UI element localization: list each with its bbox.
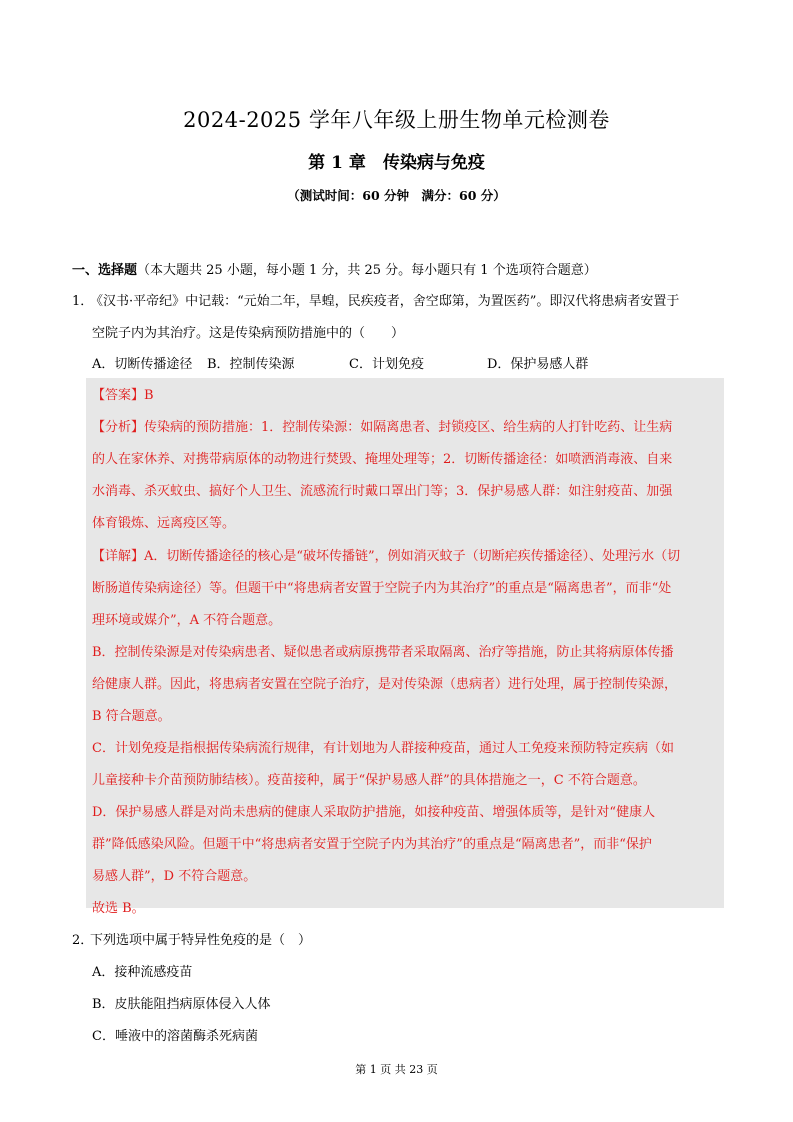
question-1-option-c: C．计划免疫 [349,357,424,372]
section-heading [72,259,597,278]
question-2-stem: 下列选项中属于特异性免疫的是（ ） [90,933,312,948]
answer-line: 体育锻炼、远离疫区等。 [92,516,236,531]
answer-line: 故选 B。 [92,901,145,916]
question-2-number: 2． [72,933,94,948]
answer-line: 易感人群”，D 不符合题意。 [92,869,257,884]
question-1-option-b: B．控制传染源 [207,357,295,372]
question-1-number: 1． [72,294,94,309]
question-1-option-a: A．切断传播途径 [92,357,193,372]
test-meta: （测试时间：60 分钟 满分：60 分） [287,188,506,203]
answer-line: 儿童接种卡介苗预防肺结核）。疫苗接种，属于“保护易感人群”的具体措施之一，C 不符合题意。 [92,773,646,788]
section-heading-label: 一、选择题 [72,263,138,278]
answer-line: 【分析】传染病的预防措施：1．控制传染源：如隔离患者、封锁疫区、给生病的人打针吃药、让生病 [92,420,673,435]
answer-line: 给健康人群。因此，将患病者安置在空院子治疗，是对传染源（患病者）进行处理，属于控制传染源， [92,677,678,692]
answer-line: 【答案】B [92,388,154,403]
document-title: 2024-2025 学年八年级上册生物单元检测卷 [183,108,610,132]
question-2-option-b: B．皮肤能阻挡病原体侵入人体 [92,997,271,1012]
answer-line: B．控制传染源是对传染病患者、疑似患者或病原携带者采取隔离、治疗等措施，防止其将病原体传播 [92,645,674,660]
question-1-option-d: D．保护易感人群 [487,357,589,372]
chapter-title: 第 1 章 传染病与免疫 [308,153,485,173]
answer-line: 的人在家休养、对携带病原体的动物进行焚毁、掩埋处理等；2．切断传播途径：如喷洒消毒液、自来 [92,452,673,467]
question-1-stem-line-2: 空院子内为其治疗。这是传染病预防措施中的（ ） [92,326,405,341]
page-footer: 第 1 页 共 23 页 [355,1063,438,1076]
answer-line: 断肠道传染病途径）等。但题干中“将患病者安置于空院子内为其治疗”的重点是“隔离患者”，而非“处 [92,581,672,596]
answer-line: 水消毒、杀灭蚊虫、搞好个人卫生、流感流行时戴口罩出门等；3．保护易感人群：如注射疫苗、加强 [92,484,673,499]
question-2-option-c: C．唾液中的溶菌酶杀死病菌 [92,1029,258,1044]
answer-line: 【详解】A．切断传播途径的核心是“破坏传播链”，例如消灭蚊子（切断疟疾传播途径）、处理污水（切 [92,549,681,564]
answer-line: B 符合题意。 [92,709,171,724]
section-note: （本大题共 25 小题，每小题 1 分，共 25 分。每小题只有 1 个选项符合题意） [137,263,597,278]
answer-line: D．保护易感人群是对尚未患病的健康人采取防护措施，如接种疫苗、增强体质等，是针对“健康人 [92,805,656,820]
answer-line: 群”降低感染风险。但题干中“将患病者安置于空院子内为其治疗”的重点是“隔离患者”，而非“保护 [92,837,652,852]
answer-line: 理环境或媒介”，A 不符合题意。 [92,613,282,628]
question-2-option-a: A．接种流感疫苗 [92,965,193,980]
question-1-stem-line-1: 《汉书·平帝纪》中记载：“元始二年，旱蝗，民疾疫者，舍空邸第，为置医药”。即汉代将患病者安置于 [90,294,680,309]
answer-line: C．计划免疫是指根据传染病流行规律，有计划地为人群接种疫苗，通过人工免疫来预防特定疾病（如 [92,741,674,756]
